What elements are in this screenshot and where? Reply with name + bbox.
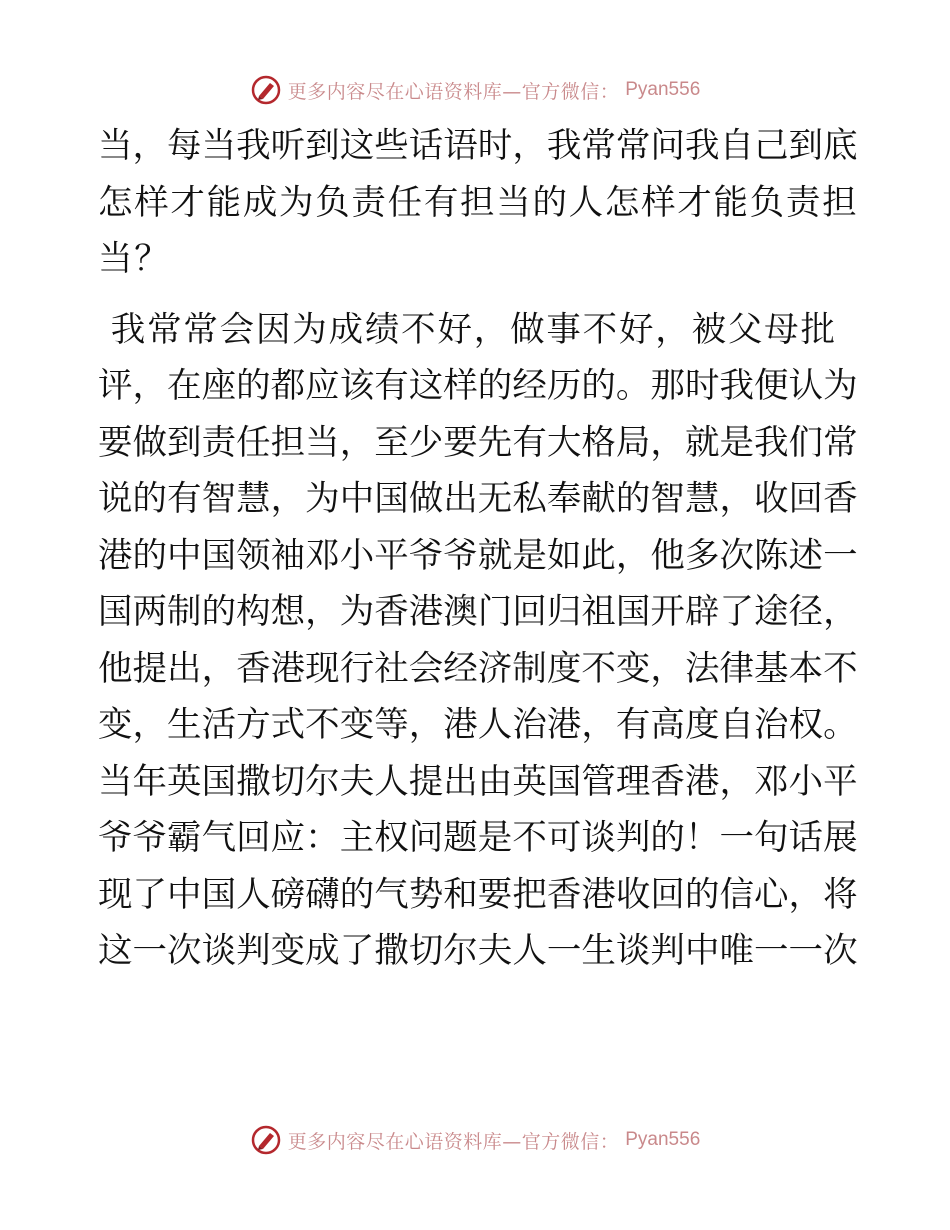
header-watermark (0, 72, 950, 108)
text-line: 当，每当我听到这些话语时，我常常问我自己到底 (98, 126, 858, 166)
text-line: 说的有智慧，为中国做出无私奉献的智慧，收回香 (98, 479, 858, 519)
watermark-text: 更多内容尽在心语资料库—官方微信： (287, 80, 620, 103)
text-line: 怎样才能成为负责任有担当的人怎样才能负责担 (98, 182, 859, 223)
pen-logo-icon (250, 1124, 282, 1156)
text-line: 评，在座的都应该有这样的经历的。那时我便认为 (98, 366, 858, 406)
pen-logo-icon (250, 74, 282, 106)
text-line: 我常常会因为成绩不好，做事不好，被父母批 (98, 309, 837, 350)
text-line: 变，生活方式不变等，港人治港，有高度自治权。 (98, 705, 858, 745)
paragraph-1 (98, 118, 858, 288)
footer-watermark (0, 1122, 950, 1158)
watermark-wechat-id: Pyan556 (625, 79, 701, 100)
text-line: 当年英国撒切尔夫人提出由英国管理香港，邓小平 (98, 761, 858, 802)
text-line: 这一次谈判变成了撒切尔夫人一生谈判中唯一一次 (98, 931, 858, 971)
watermark-wechat-id: Pyan556 (625, 1129, 701, 1150)
text-line: 当？ (98, 239, 171, 279)
watermark-text: 更多内容尽在心语资料库—官方微信： (287, 1130, 620, 1153)
text-line: 他提出，香港现行社会经济制度不变，法律基本不 (98, 648, 858, 689)
document-body (98, 118, 858, 980)
text-line: 要做到责任担当，至少要先有大格局，就是我们常 (98, 422, 858, 463)
paragraph-2 (98, 302, 858, 980)
text-line: 爷爷霸气回应：主权问题是不可谈判的！一句话展 (98, 818, 858, 858)
text-line: 港的中国领袖邓小平爷爷就是如此，他多次陈述一 (98, 535, 858, 576)
text-line: 现了中国人磅礴的气势和要把香港收回的信心，将 (98, 874, 858, 915)
text-line: 国两制的构想，为香港澳门回归祖国开辟了途径， (98, 592, 858, 632)
